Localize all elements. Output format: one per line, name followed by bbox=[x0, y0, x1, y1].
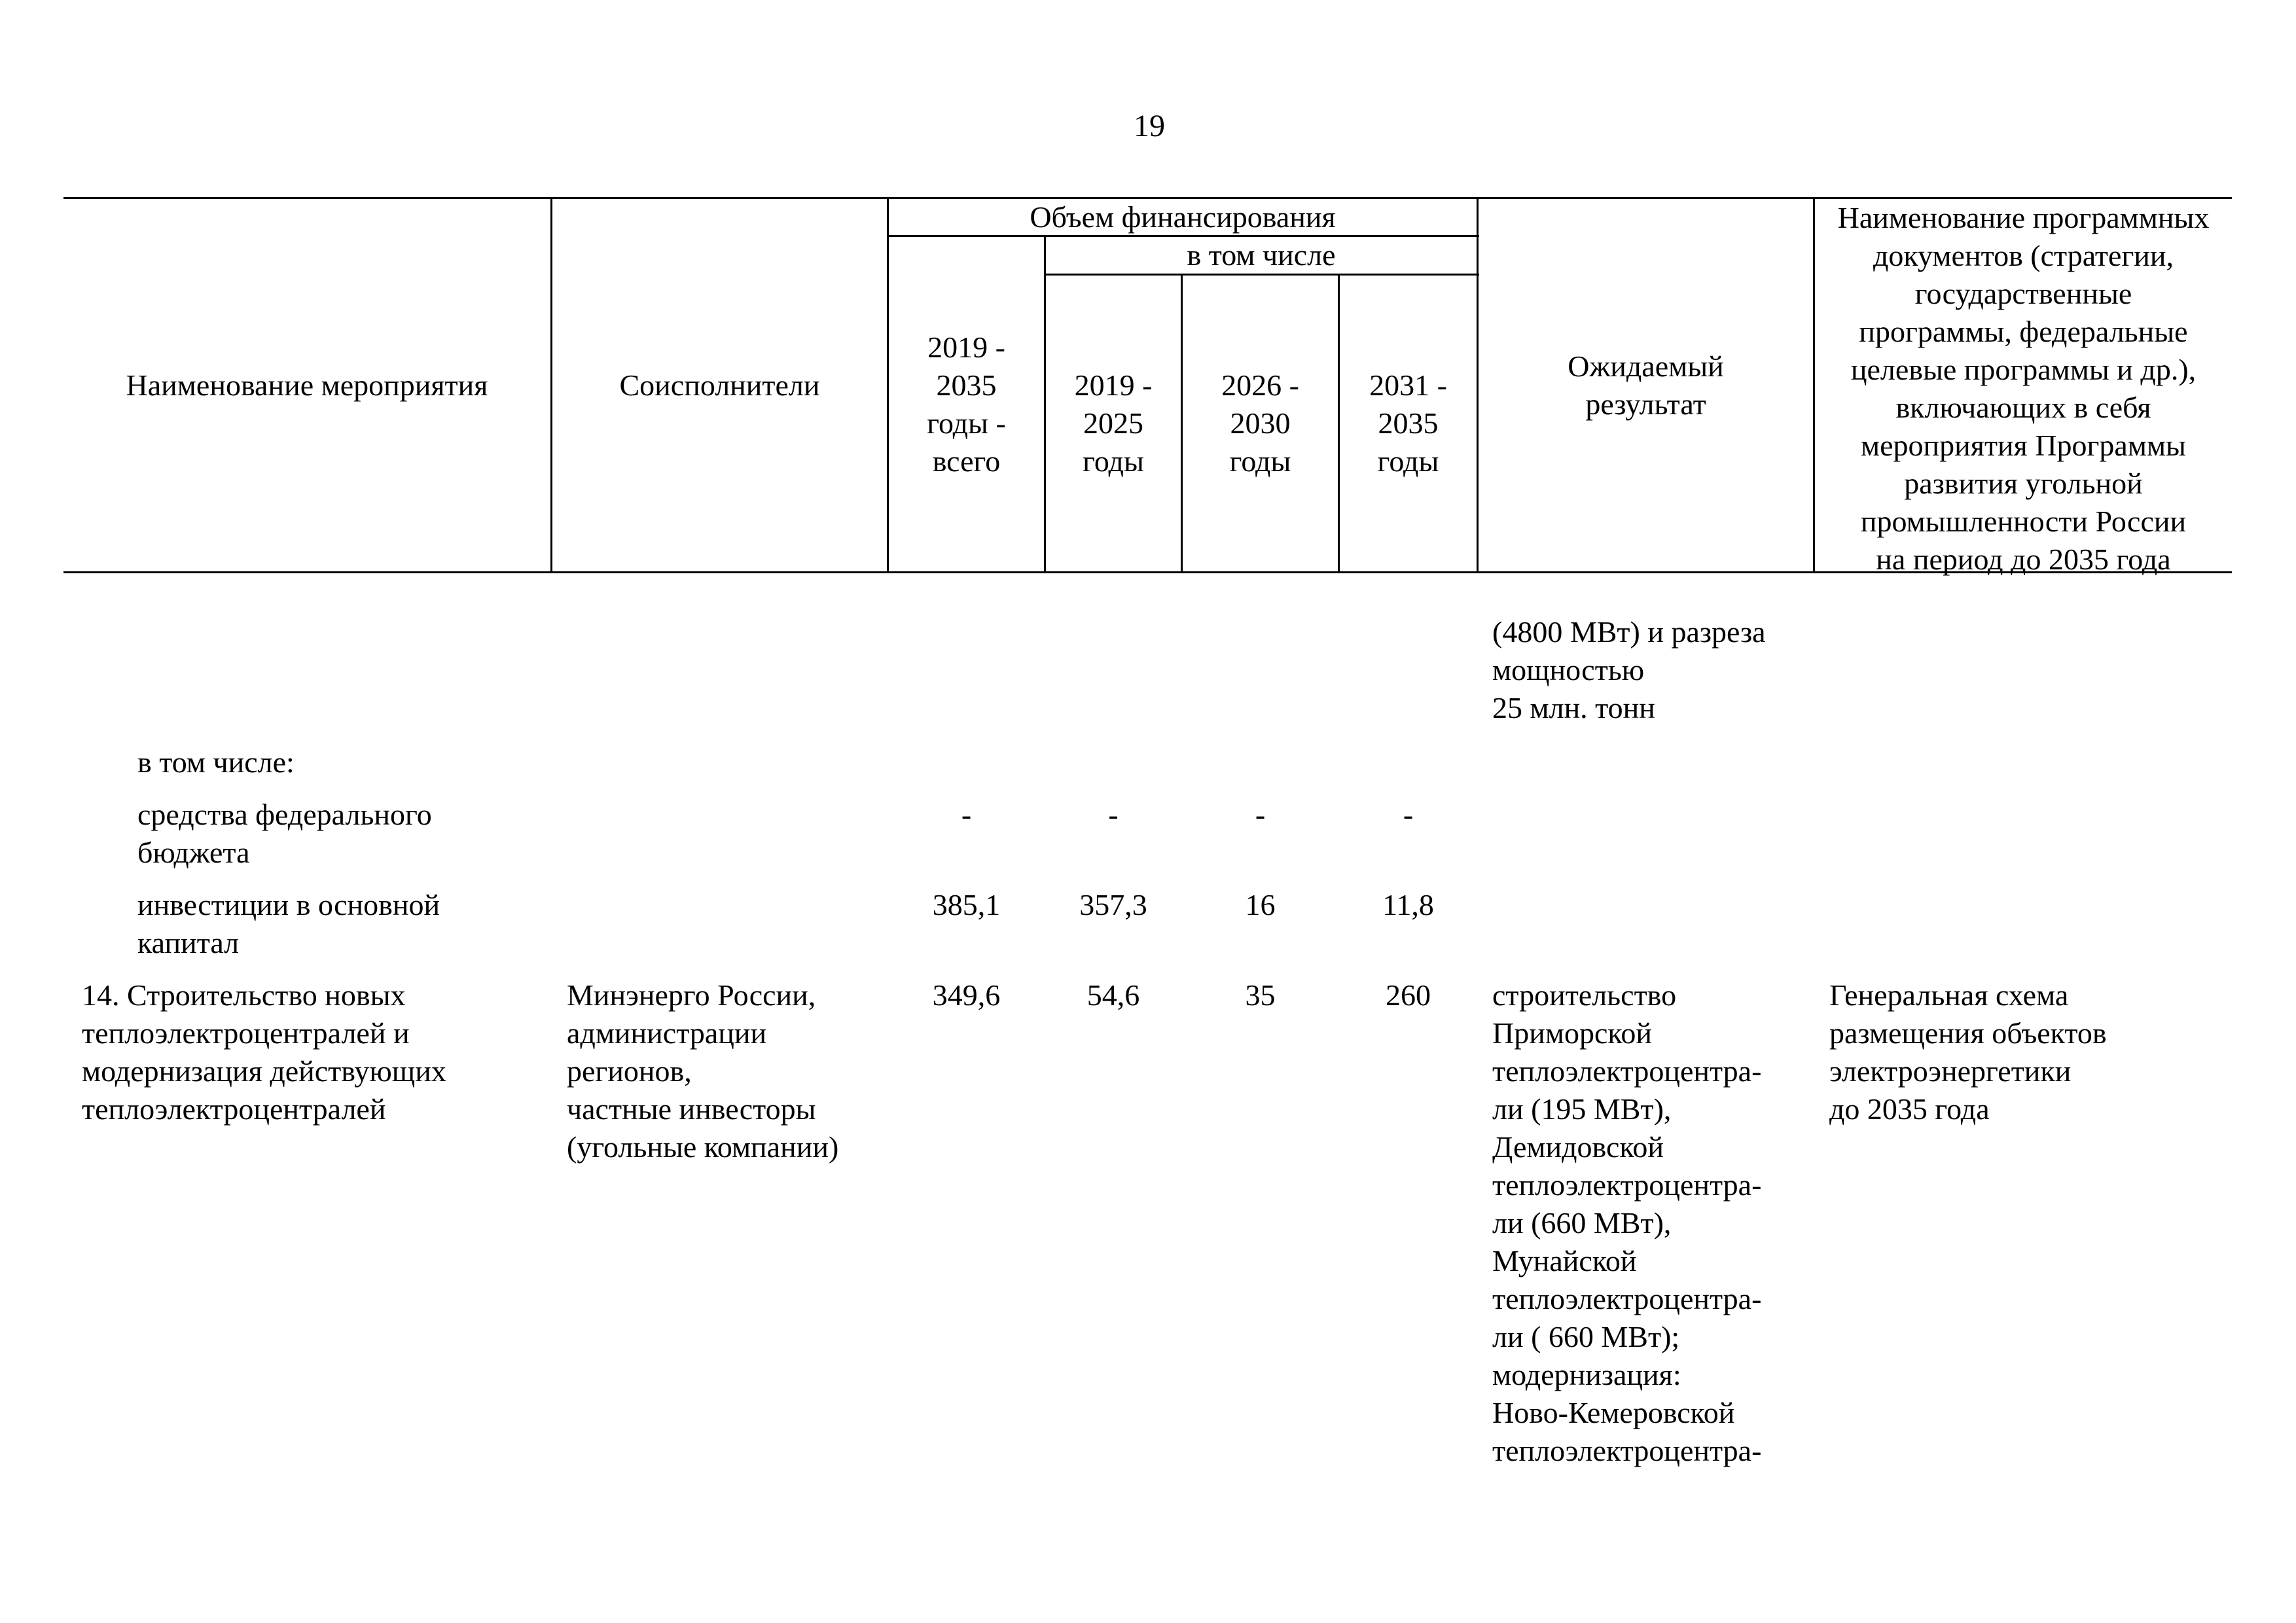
header-including: в том числе bbox=[1187, 238, 1336, 272]
cell-federal-total: - bbox=[961, 798, 972, 831]
cell-item-14-total: 349,6 bbox=[932, 978, 1001, 1012]
header-period-2026-2030: 2026 - 2030 годы bbox=[1221, 368, 1299, 478]
header-documents: Наименование программных документов (стратегии, государственные программы, федеральные целевые программы и др.), включающих в себя мероприятия Программы развития угольной промышленности России на период до 2035 года bbox=[1837, 201, 2210, 576]
header-coexecutors: Соисполнители bbox=[619, 368, 820, 402]
cell-investment-2019-2025: 357,3 bbox=[1079, 888, 1147, 921]
cell-investment-total: 385,1 bbox=[932, 888, 1001, 921]
continued-result: (4800 МВт) и разреза мощностью 25 млн. тонн bbox=[1492, 615, 1766, 724]
cell-federal-2019-2025: - bbox=[1108, 798, 1119, 831]
item-14-result: строительство Приморской теплоэлектроцентра- ли (195 МВт), Демидовской теплоэлектроцентра- ли (660 МВт), Мунайской теплоэлектроцентра- ли ( 660 МВт); модернизация: Ново-Кемеровской теплоэлектроцентра- bbox=[1492, 978, 1762, 1467]
header-total: 2019 - 2035 годы - всего bbox=[927, 330, 1006, 478]
header-result: Ожидаемый результат bbox=[1568, 349, 1724, 421]
cell-item-14-2031-2035: 260 bbox=[1386, 978, 1431, 1012]
cell-federal-2026-2030: - bbox=[1255, 798, 1266, 831]
item-14-documents: Генеральная схема размещения объектов электроэнергетики до 2035 года bbox=[1829, 978, 2107, 1126]
cell-item-14-2026-2030: 35 bbox=[1245, 978, 1276, 1012]
header-funding: Объем финансирования bbox=[1030, 200, 1336, 234]
including-label: в том числе: bbox=[137, 745, 295, 779]
cell-item-14-2019-2025: 54,6 bbox=[1086, 978, 1140, 1012]
row-label-item-14: 14. Строительство новых теплоэлектроцентралей и модернизация действующих теплоэлектроцентралей bbox=[82, 978, 446, 1126]
cell-federal-2031-2035: - bbox=[1403, 798, 1414, 831]
row-label-federal-budget: средства федерального бюджета bbox=[137, 798, 432, 869]
item-14-coexecutors: Минэнерго России, администрации регионов, частные инвесторы (угольные компании) bbox=[567, 978, 839, 1164]
cell-investment-2031-2035: 11,8 bbox=[1382, 888, 1434, 921]
row-label-investment: инвестиции в основной капитал bbox=[137, 888, 440, 959]
header-event: Наименование мероприятия bbox=[126, 368, 488, 402]
header-period-2019-2025: 2019 - 2025 годы bbox=[1074, 368, 1153, 478]
header-period-2031-2035: 2031 - 2035 годы bbox=[1369, 368, 1447, 478]
cell-investment-2026-2030: 16 bbox=[1245, 888, 1276, 921]
